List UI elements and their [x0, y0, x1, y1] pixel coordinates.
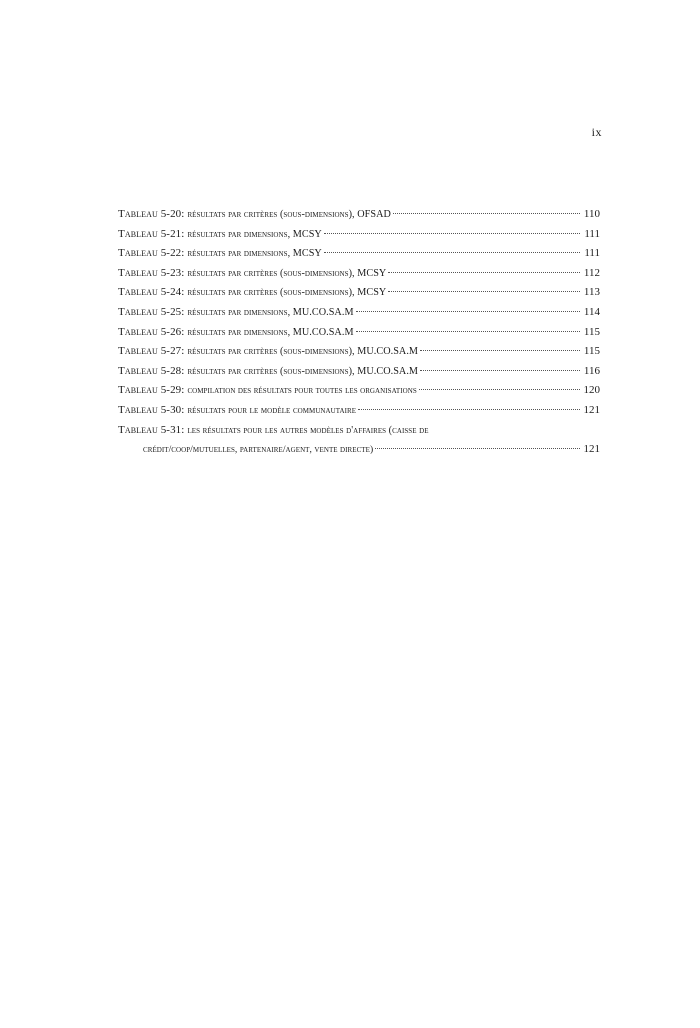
entry-label: Tableau 5-20: — [118, 208, 185, 220]
toc-entry[interactable] — [118, 228, 600, 248]
entry-page: 110 — [583, 208, 600, 220]
toc-entry[interactable] — [118, 286, 600, 306]
dot-leader — [358, 409, 580, 410]
dot-leader — [388, 291, 580, 292]
dot-leader — [324, 252, 580, 253]
entry-page: 116 — [583, 364, 600, 377]
entry-description-continuation: crédit/coop/mutuelles, partenaire/agent, vente directe) — [143, 444, 374, 456]
entry-page: 121 — [583, 443, 600, 456]
dot-leader — [420, 350, 580, 351]
entry-label: Tableau 5-27: — [118, 345, 185, 358]
toc-entry[interactable] — [118, 208, 600, 228]
page-number: ix — [591, 125, 602, 139]
entry-page: 113 — [583, 286, 600, 299]
toc-entry[interactable] — [118, 424, 600, 463]
toc-entry[interactable] — [118, 326, 600, 346]
dot-leader — [419, 389, 580, 390]
entry-label: Tableau 5-26: — [118, 325, 185, 338]
entry-description: résultats par critères (sous-dimensions), OFSAD — [187, 209, 391, 220]
entry-description: compilation des résultats pour toutes les organisations — [187, 385, 417, 397]
entry-label: Tableau 5-25: — [118, 305, 185, 318]
toc-entry[interactable] — [118, 365, 600, 385]
dot-leader — [375, 448, 580, 449]
toc-entry[interactable] — [118, 404, 600, 424]
dot-leader — [388, 272, 580, 273]
entry-description: résultats par dimensions, MU.CO.SA.M — [187, 306, 354, 318]
entry-page: 114 — [583, 305, 600, 318]
entry-label: Tableau 5-22: — [118, 247, 185, 260]
toc-entry[interactable] — [118, 306, 600, 326]
entry-label: Tableau 5-24: — [118, 286, 185, 299]
entry-description: résultats par critères (sous-dimensions), MCSY — [187, 267, 387, 279]
toc-entry[interactable] — [118, 267, 600, 287]
dot-leader — [420, 370, 580, 371]
entry-label: Tableau 5-31: — [118, 423, 185, 436]
entry-description: résultats par critères (sous-dimensions), MU.CO.SA.M — [187, 346, 419, 358]
dot-leader — [356, 311, 580, 312]
entry-description: résultats par critères (sous-dimensions), MCSY — [187, 287, 387, 299]
dot-leader — [324, 233, 580, 234]
entry-description: résultats par critères (sous-dimensions), MU.CO.SA.M — [187, 365, 419, 377]
entry-page: 115 — [583, 345, 600, 358]
entry-label: Tableau 5-21: — [118, 227, 185, 240]
list-of-tables — [118, 208, 600, 463]
entry-page: 112 — [583, 266, 600, 279]
entry-label: Tableau 5-28: — [118, 364, 185, 377]
dot-leader — [393, 213, 580, 214]
toc-entry[interactable] — [118, 345, 600, 365]
entry-page: 111 — [584, 247, 600, 260]
entry-label: Tableau 5-23: — [118, 266, 185, 279]
entry-label: Tableau 5-30: — [118, 403, 185, 416]
entry-description: les résultats pour les autres modèles d'affaires (caisse de — [187, 424, 429, 436]
entry-page: 121 — [583, 403, 600, 416]
entry-description: résultats pour le modèle communautaire — [187, 404, 357, 416]
entry-description: résultats par dimensions, MCSY — [187, 248, 322, 260]
entry-page: 120 — [583, 384, 600, 397]
entry-page: 115 — [583, 325, 600, 338]
entry-label: Tableau 5-29: — [118, 384, 185, 397]
toc-entry[interactable] — [118, 384, 600, 404]
entry-description: résultats par dimensions, MU.CO.SA.M — [187, 326, 354, 338]
entry-page: 111 — [584, 227, 600, 240]
dot-leader — [356, 331, 580, 332]
entry-description: résultats par dimensions, MCSY — [187, 228, 322, 240]
toc-entry[interactable] — [118, 247, 600, 267]
